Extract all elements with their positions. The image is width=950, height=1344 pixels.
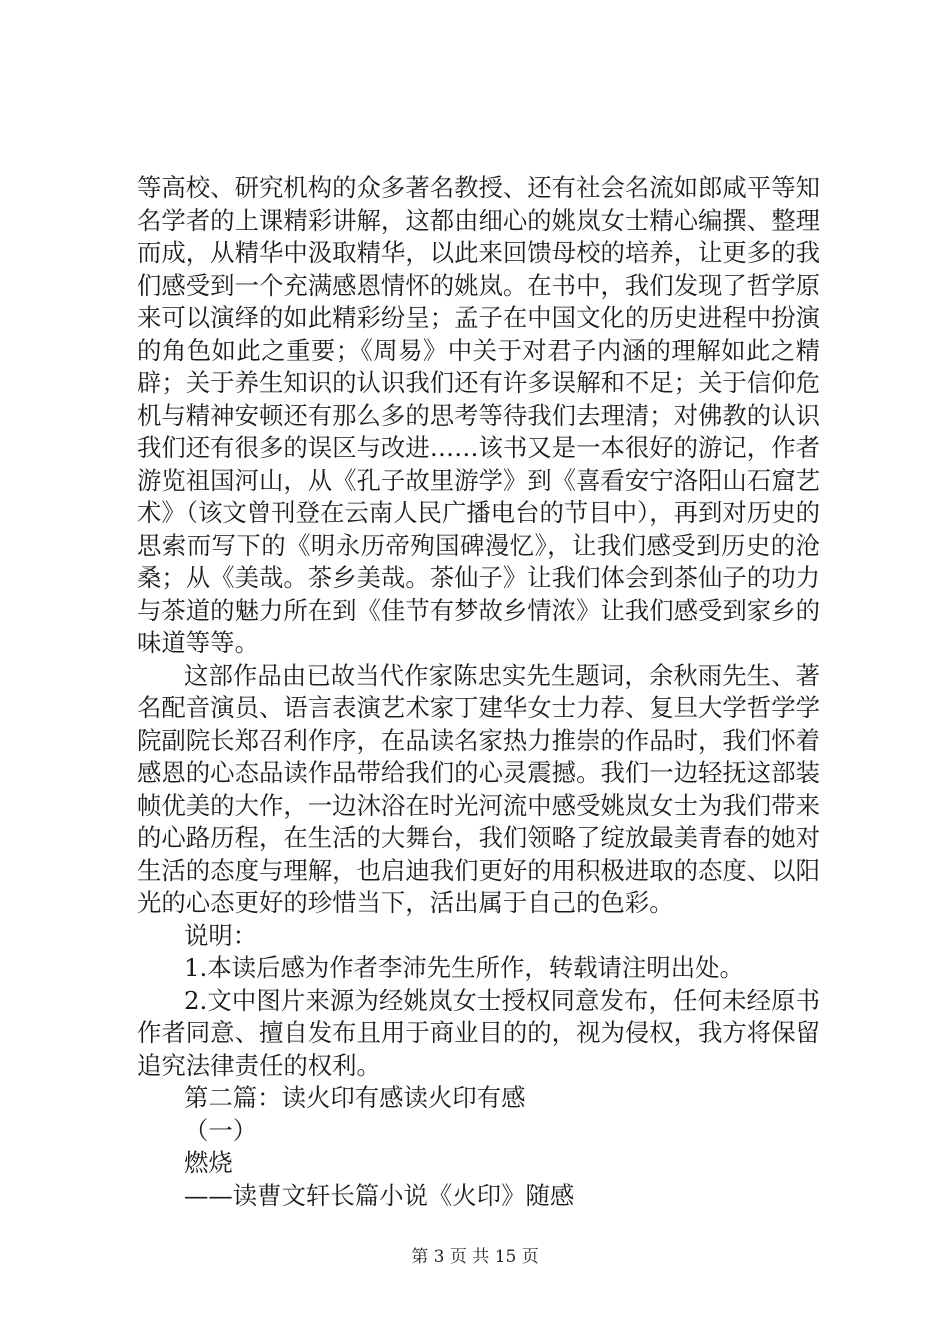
article-subtitle: ——读曹文轩长篇小说《火印》随感 [184,1180,575,1210]
body-paragraph-1: 等高校、研究机构的众多著名教授、还有社会名流如郎咸平等知名学者的上课精彩讲解，这都由细心的姚岚女士精心编撰、整理而成，从精华中汲取精华，以此来回馈母校的培养，让更多的我们感受到一个充满感恩情怀的姚岚。在书中，我们发现了哲学原来可以演绎的如此精彩纷呈；孟子在中国文化的历史进程中扮演的角色如此之重要；《周易》中关于对君子内涵的理解如此之精辟；关于养生知识的认识我们还有许多误解和不足；关于信仰危机与精神安顿还有那么多的思考等待我们去理清；对佛教的认识我们还有很多的误区与改进……该书又是一本很好的游记，作者游览祖国河山，从《孔子故里游学》到《喜看安宁洛阳山石窟艺术》（该文曾刊登在云南人民广播电台的节目中），再到对历史的思索而写下的《明永历帝殉国碑漫忆》，让我们感受到历史的沧桑；从《美哉。茶乡美哉。茶仙子》让我们体会到茶仙子的功力与茶道的魅力所在到《佳节有梦故乡情浓》让我们感受到家乡的味道等等。 [137,173,820,657]
note-item-2: 2.文中图片来源为经姚岚女士授权同意发布，任何未经原书作者同意、擅自发布且用于商业目的的，视为侵权，我方将保留追究法律责任的权利。 [137,985,820,1080]
note-heading: 说明： [184,920,258,950]
note-item-1: 1.本读后感为作者李沛先生所作，转载请注明出处。 [184,953,744,982]
article-title: 燃烧 [184,1148,233,1177]
section-heading: 第二篇：读火印有感读火印有感 [184,1083,526,1112]
section-number: （一） [184,1115,258,1145]
document-body [137,172,820,1212]
page-number-footer: 第 3 页 共 15 页 [411,1247,539,1267]
body-paragraph-2: 这部作品由已故当代作家陈忠实先生题词，余秋雨先生、著名配音演员、语言表演艺术家丁建华女士力荐、复旦大学哲学学院副院长郑召利作序，在品读名家热力推崇的作品时，我们怀着感恩的心态品读作品带给我们的心灵震撼。我们一边轻抚这部装帧优美的大作，一边沐浴在时光河流中感受姚岚女士为我们带来的心路历程，在生活的大舞台，我们领略了绽放最美青春的她对生活的态度与理解，也启迪我们更好的用积极进取的态度、以阳光的心态更好的珍惜当下，活出属于自己的色彩。 [137,660,820,917]
